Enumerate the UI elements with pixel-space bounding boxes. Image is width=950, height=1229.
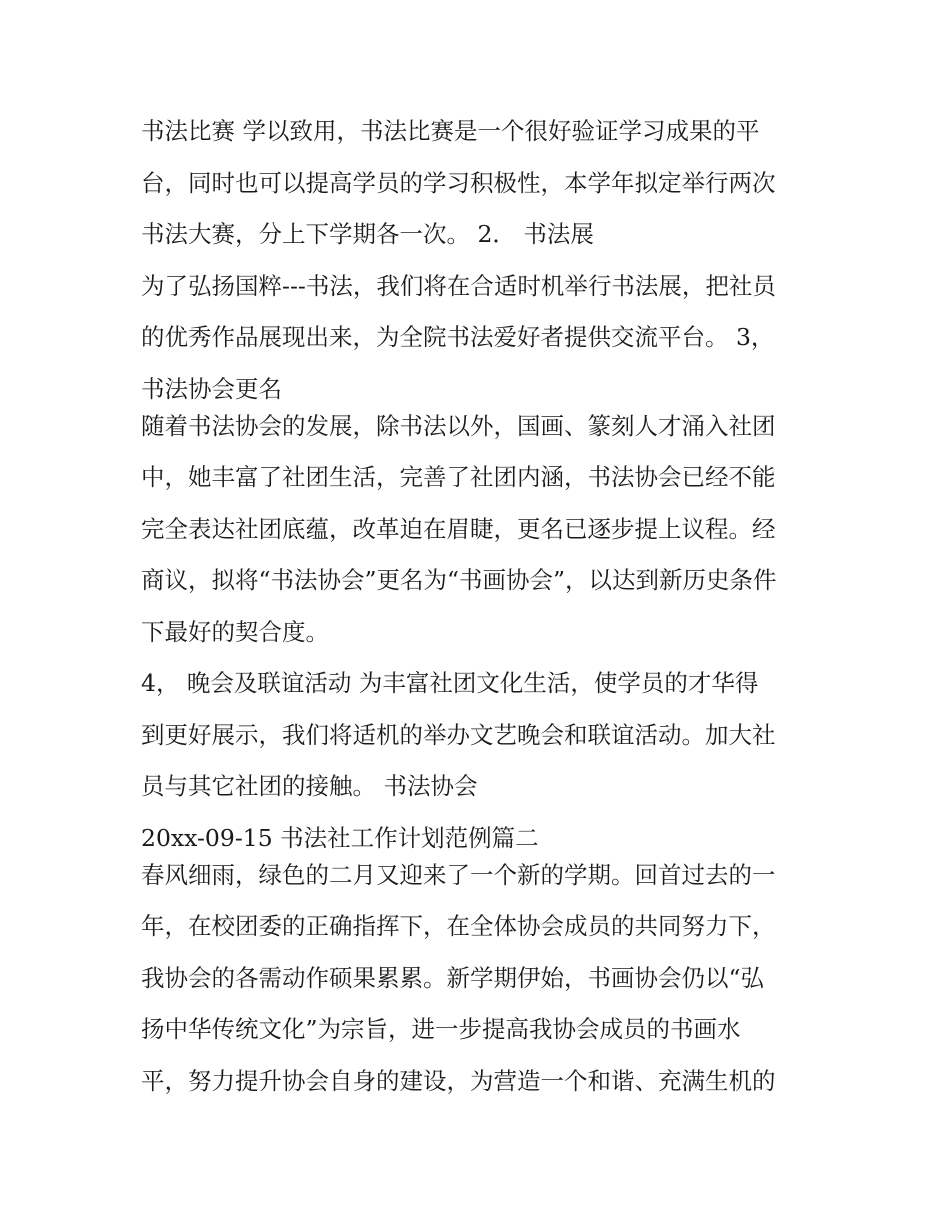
text-line-7: 随着书法协会的发展，除书法以外，国画、篆刻人才涌入社团 — [141, 411, 776, 440]
text-line-17: 年，在校团委的正确指挥下，在全体协会成员的共同努力下， — [141, 912, 776, 940]
text-line-4: 为了弘扬国粹---书法，我们将在合适时机举行书法展，把社员 — [141, 271, 776, 300]
text-line-18: 我协会的各需动作硕果累累。新学期伊始，书画协会仍以“弘 — [141, 963, 765, 992]
text-line-12: 4， 晚会及联谊活动 为丰富社团文化生活，使学员的才华得 — [141, 669, 759, 697]
text-line-9: 完全表达社团底蕴，改革迫在眉睫，更名已逐步提上议程。经 — [141, 514, 776, 543]
document-body — [141, 108, 821, 1109]
text-line-8: 中，她丰富了社团生活，完善了社团内涵，书法协会已经不能 — [141, 463, 776, 491]
text-line-5: 的优秀作品展现出来，为全院书法爱好者提供交流平台。 3， — [141, 323, 775, 351]
text-line-19: 扬中华传统文化”为宗旨，进一步提高我协会成员的书画水 — [141, 1015, 741, 1043]
text-line-11: 下最好的契合度。 — [141, 617, 329, 646]
text-line-6: 书法协会更名 — [141, 374, 282, 403]
text-line-15: 20xx-09-15 书法社工作计划范例篇二 — [141, 823, 539, 852]
text-line-20: 平，努力提升协会自身的建设，为营造一个和谐、充满生机的 — [141, 1066, 776, 1095]
text-line-13: 到更好展示，我们将适机的举办文艺晚会和联谊活动。加大社 — [141, 720, 776, 749]
text-line-2: 台，同时也可以提高学员的学习积极性，本学年拟定举行两次 — [141, 168, 776, 197]
text-line-14: 员与其它社团的接触。 书法协会 — [141, 772, 478, 800]
text-line-16: 春风细雨，绿色的二月又迎来了一个新的学期。回首过去的一 — [141, 860, 776, 889]
text-line-3: 书法大赛，分上下学期各一次。 2． 书法展 — [141, 220, 594, 248]
text-line-10: 商议，拟将“书法协会”更名为“书画协会”，以达到新历史条件 — [141, 566, 777, 594]
text-line-1: 书法比赛 学以致用，书法比赛是一个很好验证学习成果的平 — [141, 117, 760, 145]
